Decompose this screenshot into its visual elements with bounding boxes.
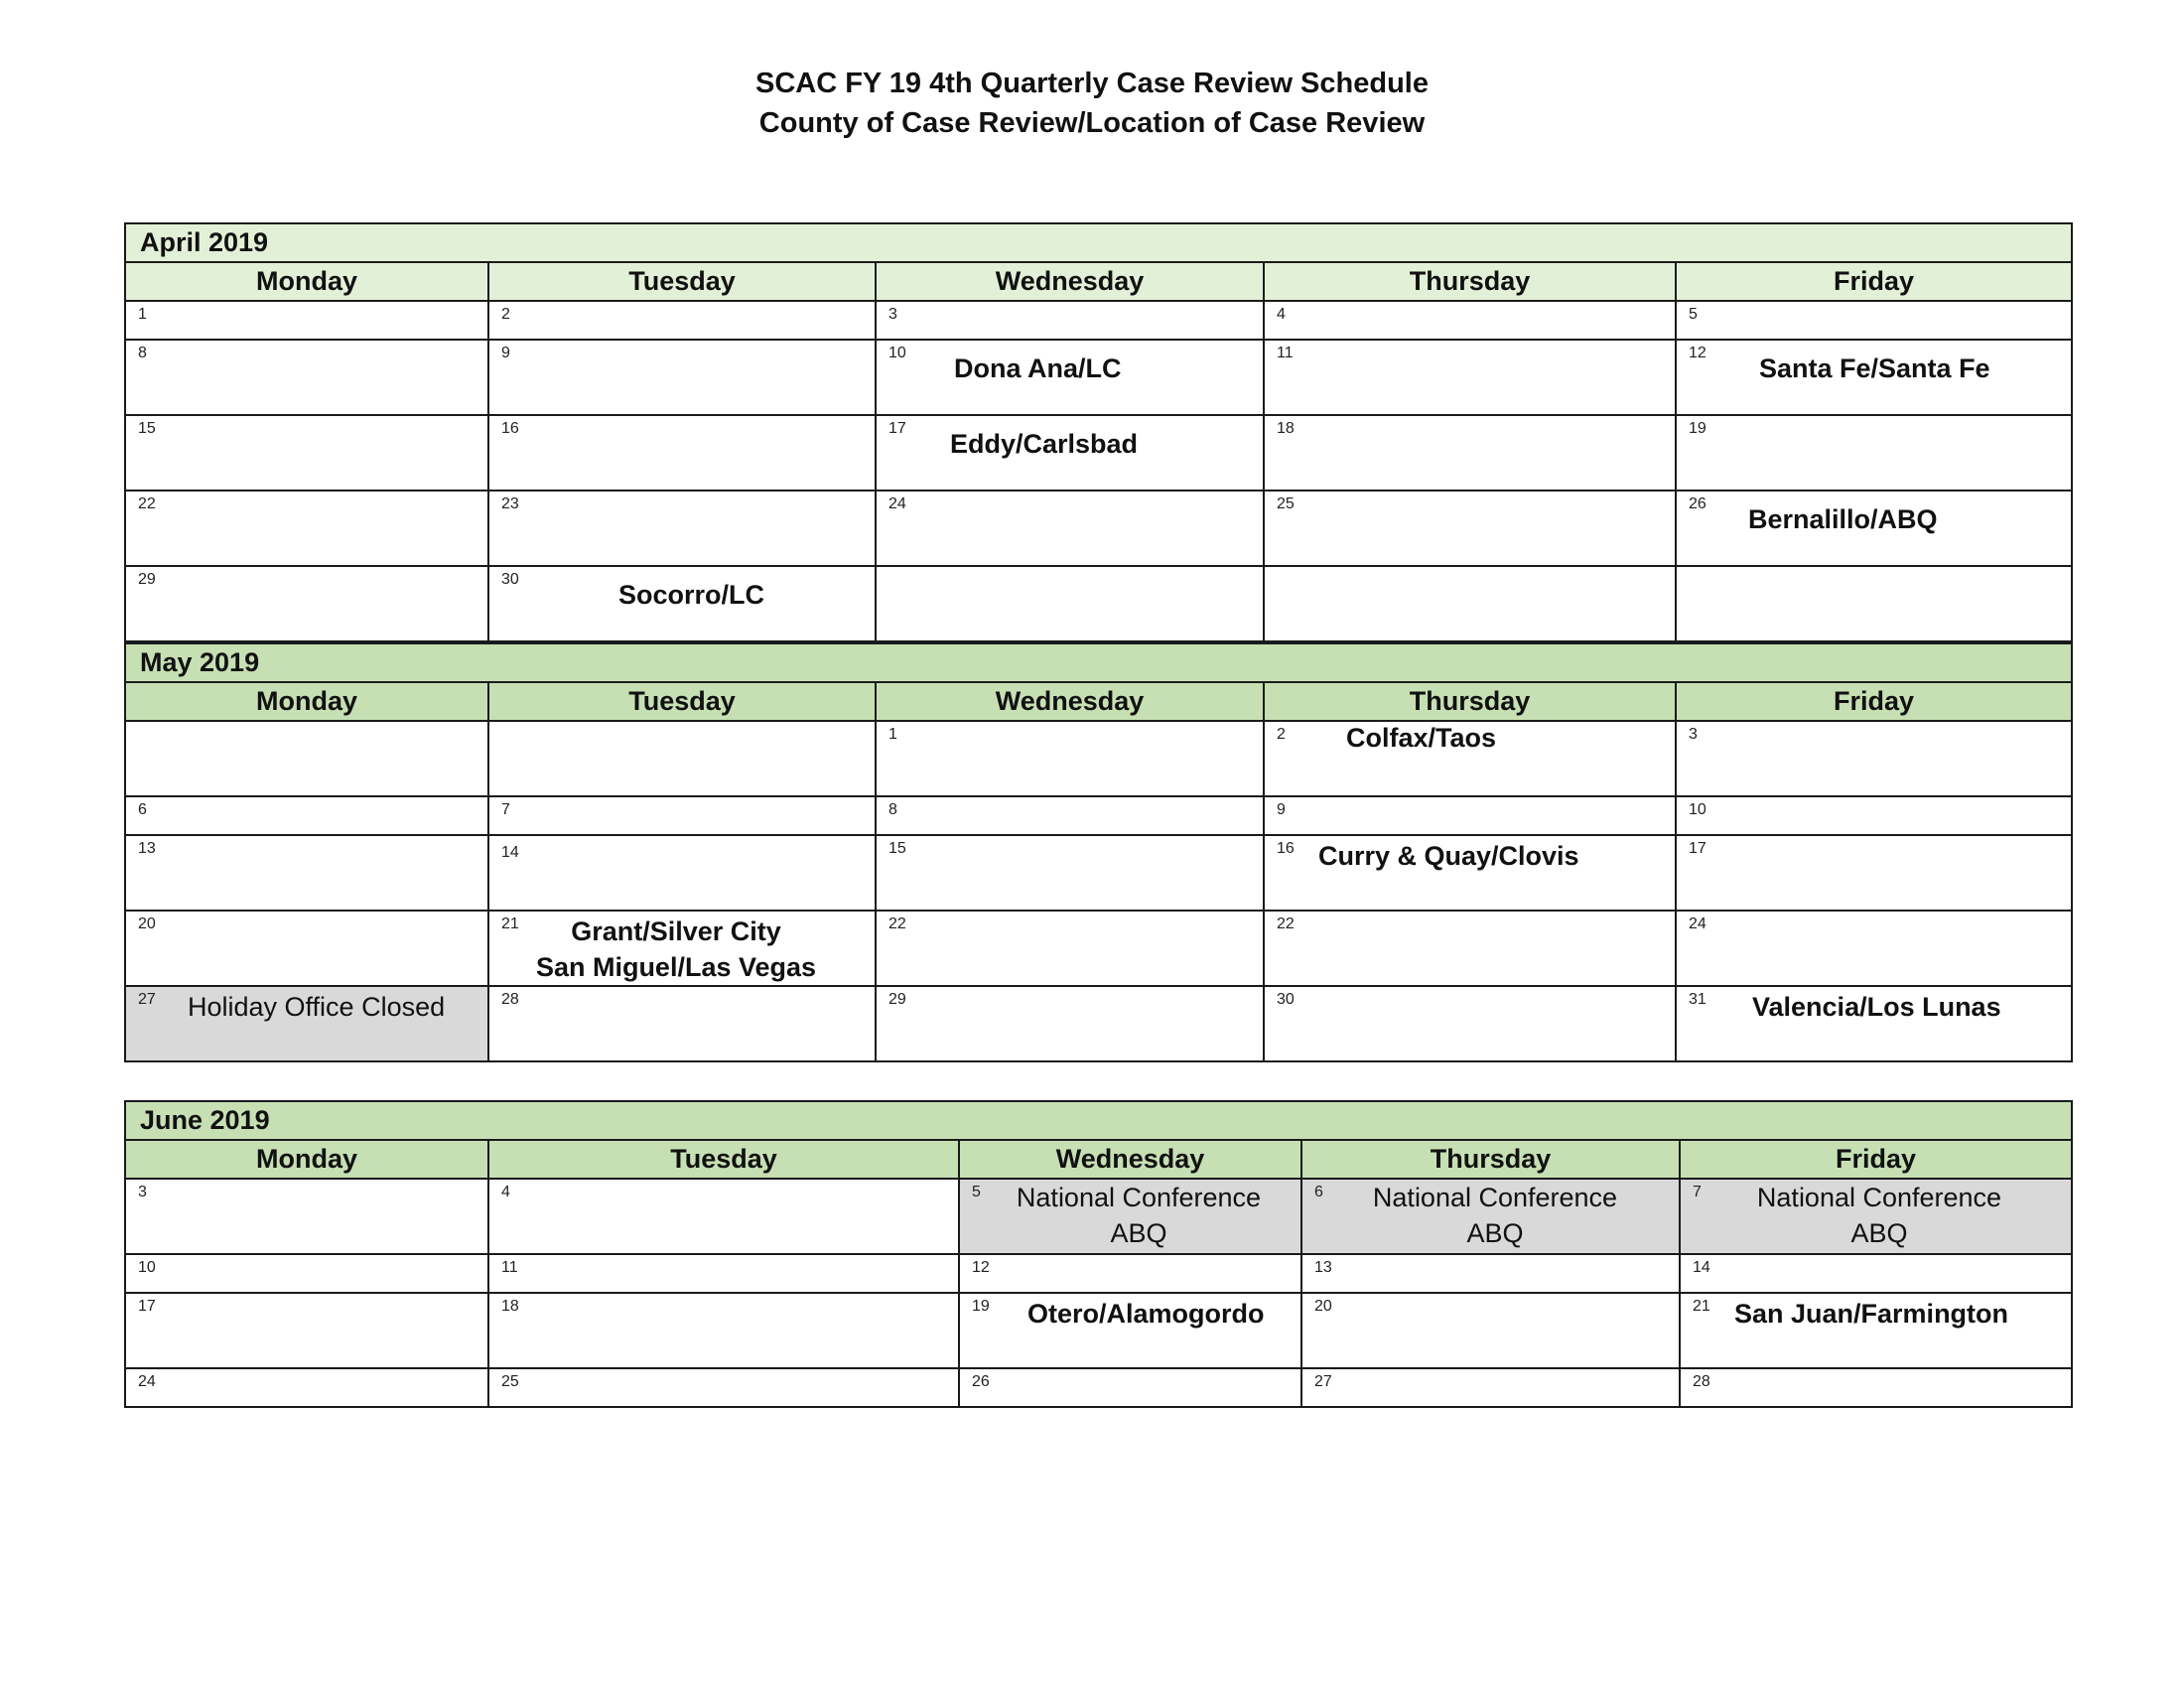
day-cell (125, 721, 488, 796)
event-line: ABQ (1466, 1218, 1524, 1248)
day-number: 11 (501, 1259, 518, 1276)
day-number: 6 (1314, 1184, 1323, 1200)
day-cell (1264, 415, 1676, 491)
day-cell (125, 340, 488, 415)
day-number: 6 (138, 801, 147, 818)
day-cell (488, 566, 876, 641)
day-cell (876, 301, 1264, 340)
day-number: 27 (1314, 1373, 1332, 1390)
day-number: 4 (501, 1184, 510, 1200)
day-number: 24 (888, 495, 906, 512)
day-number: 26 (1689, 495, 1706, 512)
day-cell (125, 911, 488, 986)
day-number: 31 (1689, 991, 1706, 1008)
day-cell (1264, 835, 1676, 911)
day-cell (1676, 986, 2072, 1061)
day-number: 21 (501, 915, 519, 932)
event-label: Santa Fe/Santa Fe (1759, 353, 1990, 383)
weekday-header: Thursday (1264, 682, 1676, 721)
day-cell (1264, 491, 1676, 566)
day-number: 11 (1277, 345, 1294, 361)
day-cell (125, 796, 488, 835)
day-cell (1264, 301, 1676, 340)
weekday-header: Thursday (1264, 262, 1676, 301)
day-cell (125, 491, 488, 566)
day-cell (876, 796, 1264, 835)
day-cell (488, 301, 876, 340)
event-label (1346, 1180, 1644, 1251)
page-subtitle: County of Case Review/Location of Case Review (758, 107, 1426, 139)
day-cell (959, 1368, 1301, 1407)
april-calendar (124, 222, 2073, 642)
day-cell (1676, 566, 2072, 641)
week-row (125, 1254, 2072, 1293)
day-cell (959, 1254, 1301, 1293)
day-cell (125, 566, 488, 641)
day-number: 3 (888, 306, 897, 323)
day-cell (876, 911, 1264, 986)
event-label: Curry & Quay/Clovis (1318, 841, 1579, 871)
day-cell (1264, 911, 1676, 986)
day-number: 27 (138, 991, 156, 1008)
day-number: 2 (1277, 726, 1286, 743)
day-cell (488, 986, 876, 1061)
day-cell (1301, 1293, 1680, 1368)
day-number: 10 (138, 1259, 156, 1276)
day-number: 17 (888, 420, 906, 437)
day-number: 23 (501, 495, 519, 512)
day-cell (488, 1368, 959, 1407)
day-cell (876, 986, 1264, 1061)
day-number: 30 (501, 571, 519, 588)
month-label: June 2019 (125, 1101, 2072, 1140)
day-cell (876, 415, 1264, 491)
week-row (125, 340, 2072, 415)
day-cell (876, 566, 1264, 641)
event-label (990, 1180, 1288, 1251)
weekday-header: Friday (1676, 262, 2072, 301)
day-cell (1676, 491, 2072, 566)
week-row (125, 986, 2072, 1061)
day-cell (488, 1179, 959, 1254)
day-cell (1676, 911, 2072, 986)
day-cell (1680, 1293, 2072, 1368)
day-cell (488, 911, 876, 986)
month-label: April 2019 (125, 223, 2072, 262)
day-cell (125, 415, 488, 491)
day-cell (1264, 796, 1676, 835)
day-cell (1301, 1368, 1680, 1407)
day-cell (1264, 721, 1676, 796)
week-row (125, 911, 2072, 986)
day-cell (488, 340, 876, 415)
day-cell (488, 1293, 959, 1368)
day-number: 21 (1693, 1298, 1710, 1315)
day-cell (959, 1293, 1301, 1368)
week-row (125, 721, 2072, 796)
weekday-header: Thursday (1301, 1140, 1680, 1179)
day-cell (125, 835, 488, 911)
day-cell (488, 415, 876, 491)
weekday-header: Monday (125, 682, 488, 721)
event-line: ABQ (1850, 1218, 1908, 1248)
day-number: 20 (1314, 1298, 1332, 1315)
day-cell (959, 1179, 1301, 1254)
day-cell (125, 1179, 488, 1254)
weekday-header: Friday (1676, 682, 2072, 721)
day-number: 3 (1689, 726, 1698, 743)
day-cell (125, 1254, 488, 1293)
day-number: 15 (888, 840, 906, 857)
day-number: 12 (972, 1259, 990, 1276)
day-number: 1 (138, 306, 147, 323)
month-label: May 2019 (125, 643, 2072, 682)
event-label: Dona Ana/LC (954, 353, 1122, 383)
day-number: 7 (1693, 1184, 1702, 1200)
week-row (125, 491, 2072, 566)
week-row (125, 1293, 2072, 1368)
day-number: 16 (1277, 840, 1295, 857)
day-number: 13 (1314, 1259, 1332, 1276)
day-number: 15 (138, 420, 156, 437)
day-cell (1676, 721, 2072, 796)
day-number: 17 (1689, 840, 1706, 857)
day-cell (1680, 1368, 2072, 1407)
day-number: 2 (501, 306, 510, 323)
event-line: Grant/Silver City (571, 916, 781, 946)
day-number: 24 (138, 1373, 156, 1390)
day-number: 12 (1689, 345, 1706, 361)
week-row (125, 415, 2072, 491)
weekday-header: Monday (125, 262, 488, 301)
day-number: 19 (1689, 420, 1706, 437)
day-number: 18 (1277, 420, 1295, 437)
event-label (1730, 1180, 2028, 1251)
event-label: San Juan/Farmington (1734, 1299, 2009, 1329)
day-cell (1264, 566, 1676, 641)
may-calendar (124, 642, 2073, 1062)
day-number: 13 (138, 840, 156, 857)
event-line: National Conference (1016, 1183, 1262, 1212)
day-cell (488, 491, 876, 566)
day-number: 4 (1277, 306, 1286, 323)
day-number: 28 (1693, 1373, 1710, 1390)
day-cell (125, 1368, 488, 1407)
day-cell (1676, 340, 2072, 415)
day-number: 16 (501, 420, 519, 437)
day-cell (1264, 340, 1676, 415)
event-label (527, 914, 825, 985)
day-number: 18 (501, 1298, 519, 1315)
week-row (125, 1179, 2072, 1254)
weekday-header: Monday (125, 1140, 488, 1179)
day-number: 28 (501, 991, 519, 1008)
event-label: Colfax/Taos (1346, 723, 1497, 753)
day-cell (488, 721, 876, 796)
day-number: 22 (1277, 915, 1295, 932)
event-label: Eddy/Carlsbad (950, 429, 1139, 459)
page-title: SCAC FY 19 4th Quarterly Case Review Schedule (754, 68, 1429, 99)
day-number: 29 (888, 991, 906, 1008)
day-number: 10 (888, 345, 906, 361)
day-number: 14 (501, 844, 519, 861)
day-cell (488, 835, 876, 911)
day-number: 19 (972, 1298, 990, 1315)
day-number: 10 (1689, 801, 1706, 818)
event-line: ABQ (1110, 1218, 1167, 1248)
week-row (125, 835, 2072, 911)
day-number: 7 (501, 801, 510, 818)
weekday-header: Wednesday (959, 1140, 1301, 1179)
event-line: National Conference (1372, 1183, 1618, 1212)
event-label: Holiday Office Closed (188, 992, 446, 1022)
june-calendar (124, 1100, 2073, 1408)
day-number: 9 (501, 345, 510, 361)
weekday-header: Wednesday (876, 262, 1264, 301)
event-label: Socorro/LC (618, 580, 765, 610)
day-number: 22 (888, 915, 906, 932)
day-cell (1676, 415, 2072, 491)
day-number: 8 (138, 345, 147, 361)
day-number: 17 (138, 1298, 156, 1315)
day-cell (1676, 301, 2072, 340)
day-cell (1676, 796, 2072, 835)
day-number: 26 (972, 1373, 990, 1390)
day-number: 20 (138, 915, 156, 932)
week-row (125, 301, 2072, 340)
week-row (125, 1368, 2072, 1407)
event-label: Otero/Alamogordo (1027, 1299, 1265, 1329)
day-number: 30 (1277, 991, 1295, 1008)
day-cell (1680, 1254, 2072, 1293)
day-number: 24 (1689, 915, 1706, 932)
week-row (125, 796, 2072, 835)
day-number: 29 (138, 571, 156, 588)
day-cell (1264, 986, 1676, 1061)
day-cell (488, 796, 876, 835)
day-number: 5 (972, 1184, 981, 1200)
day-cell (876, 721, 1264, 796)
day-cell (125, 986, 488, 1061)
weekday-header: Tuesday (488, 682, 876, 721)
weekday-header: Tuesday (488, 262, 876, 301)
day-number: 25 (1277, 495, 1295, 512)
day-cell (488, 1254, 959, 1293)
event-label: Bernalillo/ABQ (1748, 504, 1938, 534)
event-line: San Miguel/Las Vegas (535, 952, 817, 982)
event-label: Valencia/Los Lunas (1752, 992, 2001, 1022)
weekday-header: Tuesday (488, 1140, 959, 1179)
day-cell (1676, 835, 2072, 911)
day-number: 25 (501, 1373, 519, 1390)
day-number: 3 (138, 1184, 147, 1200)
page-header (0, 64, 2184, 143)
day-cell (125, 301, 488, 340)
day-cell (876, 340, 1264, 415)
day-number: 9 (1277, 801, 1286, 818)
day-cell (1301, 1179, 1680, 1254)
week-row (125, 566, 2072, 641)
weekday-header: Friday (1680, 1140, 2072, 1179)
day-number: 5 (1689, 306, 1698, 323)
day-cell (876, 491, 1264, 566)
event-line: National Conference (1756, 1183, 2002, 1212)
day-number: 22 (138, 495, 156, 512)
weekday-header: Wednesday (876, 682, 1264, 721)
day-number: 1 (888, 726, 897, 743)
day-number: 14 (1693, 1259, 1710, 1276)
day-cell (1301, 1254, 1680, 1293)
day-cell (1680, 1179, 2072, 1254)
day-number: 8 (888, 801, 897, 818)
day-cell (125, 1293, 488, 1368)
day-cell (876, 835, 1264, 911)
